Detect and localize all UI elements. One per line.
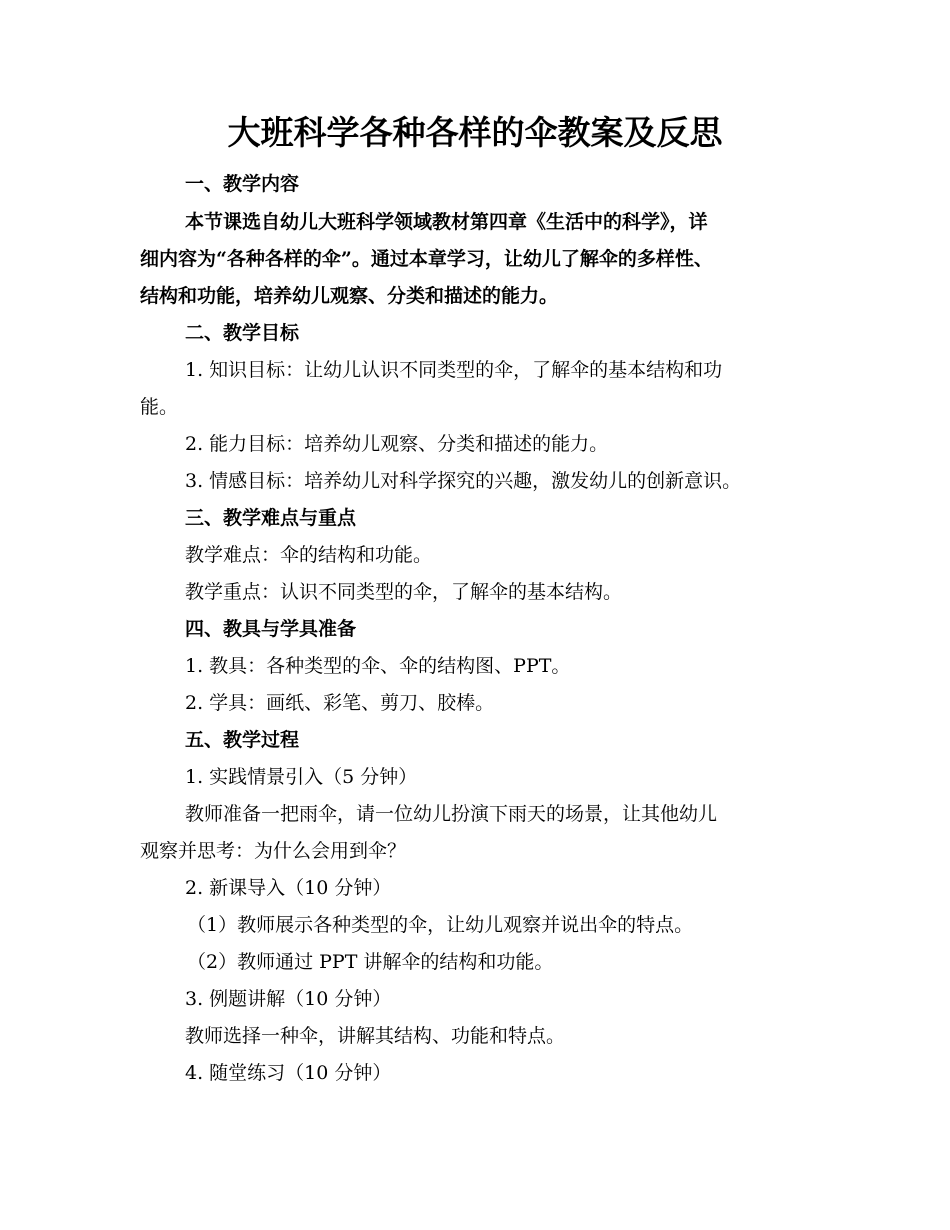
section-heading-key-points: 三、教学难点与重点: [185, 507, 357, 529]
paragraph-line: 细内容为“各种各样的伞”。通过本章学习，让幼儿了解伞的多样性、: [140, 248, 713, 270]
list-item: 4. 随堂练习（10 分钟）: [185, 1062, 392, 1084]
section-heading-process: 五、教学过程: [185, 729, 300, 751]
paragraph-line: 教师准备一把雨伞，请一位幼儿扮演下雨天的场景，让其他幼儿: [185, 803, 718, 825]
list-item: （1）教师展示各种类型的伞，让幼儿观察并说出伞的特点。: [187, 914, 694, 936]
section-heading-objectives: 二、教学目标: [185, 322, 300, 344]
section-heading-content: 一、教学内容: [185, 173, 300, 195]
paragraph-line: 本节课选自幼儿大班科学领域教材第四章《生活中的科学》，详: [185, 211, 708, 233]
list-item: 1. 知识目标：让幼儿认识不同类型的伞，了解伞的基本结构和功: [185, 359, 723, 381]
paragraph-line: 结构和功能，培养幼儿观察、分类和描述的能力。: [140, 285, 559, 307]
list-item: 3. 例题讲解（10 分钟）: [185, 988, 392, 1010]
paragraph-line: 能。: [140, 396, 179, 418]
section-heading-materials: 四、教具与学具准备: [185, 618, 357, 640]
list-item: 1. 实践情景引入（5 分钟）: [185, 766, 418, 788]
list-item: 3. 情感目标：培养幼儿对科学探究的兴趣，激发幼儿的创新意识。: [185, 470, 742, 492]
list-item: 2. 新课导入（10 分钟）: [185, 877, 392, 899]
list-item: 2. 学具：画纸、彩笔、剪刀、胶棒。: [185, 692, 495, 714]
paragraph-line: 教学难点：伞的结构和功能。: [185, 544, 433, 566]
list-item: （2）教师通过 PPT 讲解伞的结构和功能。: [187, 951, 554, 973]
list-item: 1. 教具：各种类型的伞、伞的结构图、PPT。: [185, 655, 571, 677]
list-item: 2. 能力目标：培养幼儿观察、分类和描述的能力。: [185, 433, 609, 455]
paragraph-line: 观察并思考：为什么会用到伞？: [140, 840, 407, 862]
paragraph-line: 教师选择一种伞，讲解其结构、功能和特点。: [185, 1025, 566, 1047]
paragraph-line: 教学重点：认识不同类型的伞，了解伞的基本结构。: [185, 581, 623, 603]
document-title: 大班科学各种各样的伞教案及反思: [227, 113, 723, 152]
